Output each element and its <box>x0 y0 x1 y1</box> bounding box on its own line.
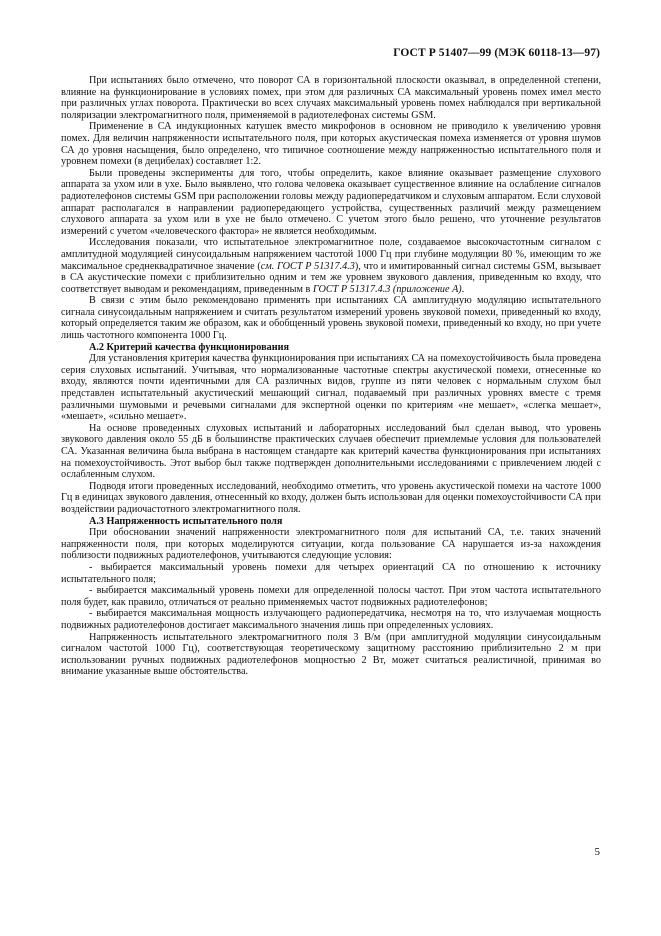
paragraph: Для установления критерия качества функционирования при испытаниях СА на помехоустойчивость была проведена серия слуховых испытаний. Учитывая, что нормализованные частотные спектры акустической помехи, отнесенные ко входу, являются почти идентичными для СА различных видов, группе из пяти человек с нормальным слухом был представлен испытательный акустический мешающий сигнал, подаваемый при различных уровнях вместе с тремя различными шумовыми и речевыми сигналами для экспертной оценки по критериям «не мешает», «слегка мешает», «мешает», «сильно мешает». <box>61 353 601 423</box>
list-item: - выбирается максимальный уровень помехи для определенной полосы частот. При этом частота испытательного поля будет, как правило, отличаться от реально применяемых частот подвижных радиотелефонов; <box>61 585 601 608</box>
section-heading-a2: А.2 Критерий качества функционирования <box>89 341 289 353</box>
list-item: - выбирается максимальная мощность излучающего радиопередатчика, несмотря на то, что излучаемая мощность подвижных радиотелефонов достигает максимального значения лишь при определенных условиях. <box>61 608 601 631</box>
standard-reference: см. ГОСТ Р 51317.4.3 <box>260 260 355 272</box>
page-number: 5 <box>594 846 600 858</box>
paragraph-text: Исследования показали, что испытательное электромагнитное поле, создаваемое высокочастотным сигналом с амплитудной модуляцией синусоидальным напряжением частотой 1000 Гц при глубине модуляции 80 %, имеющим то же максимальное среднеквадратичное значение ( <box>61 237 601 272</box>
standard-reference: ГОСТ Р 51317.4.3 (приложение А) <box>312 283 462 295</box>
document-header: ГОСТ Р 51407—99 (МЭК 60118-13—97) <box>393 47 600 59</box>
paragraph: В связи с этим было рекомендовано применять при испытаниях СА амплитудную модуляцию испытательного сигнала синусоидальным напряжением и считать результатом измерений уровень звуковой помехи, приведенный ко входу, который определяется таким же образом, как и обобщенный уровень звуковой помехи, приведенный ко входу, но при учете лишь частотного компонента 1000 Гц. <box>61 295 601 342</box>
section-heading-a3: А.3 Напряженность испытательного поля <box>89 515 283 527</box>
paragraph: При испытаниях было отмечено, что поворот СА в горизонтальной плоскости оказывал, в определенной степени, влияние на функционирование в условиях помех, при этом для различных СА максимальный уровень помех имел место при различных углах поворота. Практически во всех случаях максимальный уровень помех наблюдался при вертикальной поляризации электромагнитного поля, применяемой в радиотелефонах системы GSM. <box>61 75 601 121</box>
paragraph-text: ), что и имитированный сигнал системы GSM, вызывает в СА акустические помехи с приблизительно одним и тем же уровнем звукового давления, приведенным ко входу, что соответствует выводам и рекомендациям, приведенным в <box>61 260 602 295</box>
paragraph <box>61 237 601 295</box>
paragraph: Были проведены эксперименты для того, чтобы определить, какое влияние оказывает размещение слухового аппарата за ухом или в ухе. Было выявлено, что голова человека оказывает существенное влияние на ослабление сигналов радиотелефонов системы GSM при расположении головы между радиопередатчиком и слуховым аппаратом. Если слуховой аппарат располагался в направлении радиопередающего устройства, существенных различий между размещением слухового аппарата за ухом или в ухе не было отмечено. С учетом этого было решено, что уточнение результатов измерений с учетом «человеческого фактора» не является необходимым. <box>61 167 601 237</box>
paragraph: Подводя итоги проведенных исследований, необходимо отметить, что уровень акустической помехи на частоте 1000 Гц в единицах звукового давления, отнесенный ко входу, должен быть использован для оценки помехоустойчивости СА при воздействии радиочастотного электромагнитного поля. <box>61 480 601 515</box>
document-body <box>61 75 601 678</box>
paragraph: На основе проведенных слуховых испытаний и лабораторных исследований был сделан вывод, что уровень звукового давления около 55 дБ в большинстве практических случаев обеспечит приемлемые условия для пользователей СА. Указанная величина была выбрана в настоящем стандарте как критерий качества функционирования при испытаниях на помехоустойчивость. Этот выбор был также подтвержден дополнительными исследованиями с привлечением людей с ослабленным слухом. <box>61 422 601 481</box>
paragraph: Применение в СА индукционных катушек вместо микрофонов в основном не приводило к увеличению уровня помех. Для величин напряженности испытательного поля, при которых акустическая помеха изменяется от уровня шумов СА до уровня насыщения, было определено, что типичное соотношение между напряженностью испытательного поля и уровнем помехи (в децибелах) составляет 1:2. <box>61 121 601 168</box>
paragraph-text: . <box>461 283 465 295</box>
paragraph: При обосновании значений напряженности электромагнитного поля для испытаний СА, т.е. таких значений напряженности поля, при которых моделируются ситуации, когда пользование СА нарушается из-за нахождения поблизости подвижных радиотелефонов, учитываются следующие условия: <box>61 527 601 562</box>
paragraph: Напряженность испытательного электромагнитного поля 3 В/м (при амплитудной модуляции синусоидальным сигналом частотой 1000 Гц), соответствующая теоретическому защитному расстоянию приблизительно 2 м при использовании ручных подвижных радиотелефонов мощностью 2 Вт, может считаться реалистичной, принимая во внимание указанные выше обстоятельства. <box>61 631 601 678</box>
list-item: - выбирается максимальный уровень помехи для четырех ориентаций СА по отношению к источнику испытательного поля; <box>61 561 601 585</box>
